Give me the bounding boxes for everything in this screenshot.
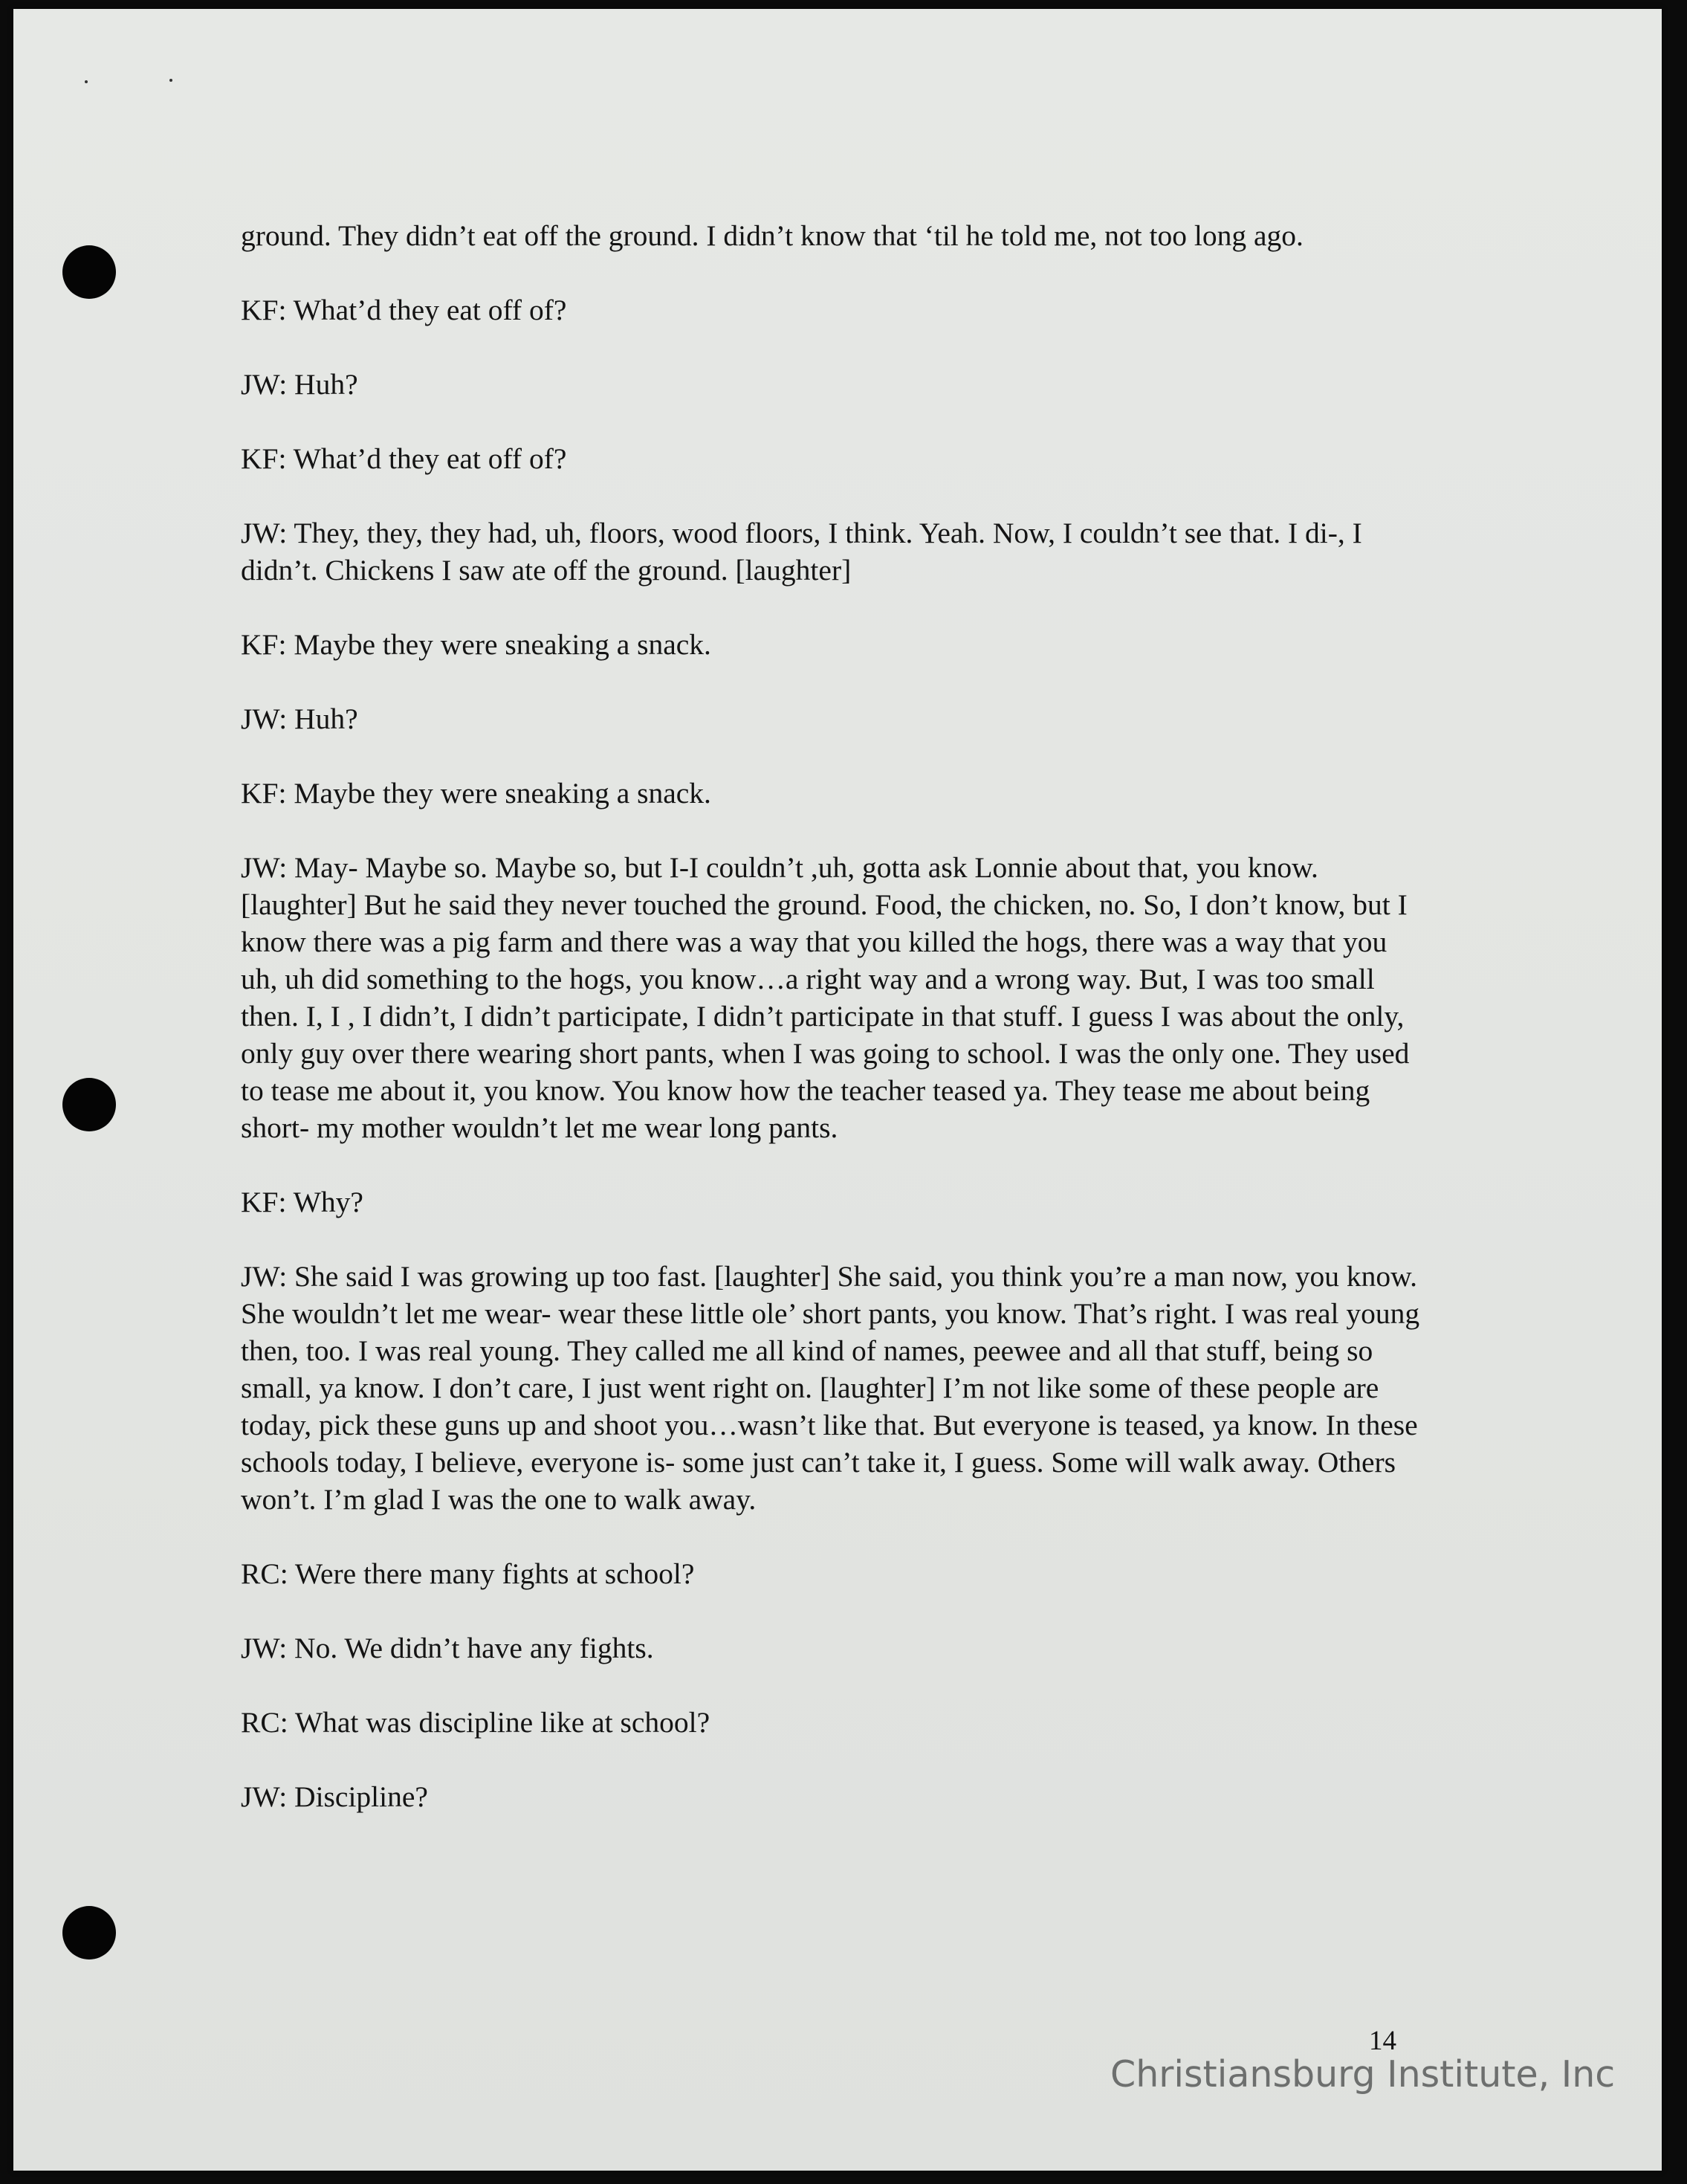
- binder-hole-middle: [62, 1078, 116, 1131]
- transcript-paragraph: KF: What’d they eat off of?: [241, 442, 567, 475]
- paper-speck: [169, 79, 172, 82]
- transcript-paragraph: JW: Discipline?: [241, 1780, 428, 1813]
- transcript-paragraph: ground. They didn’t eat off the ground. I didn’t know that ‘til he told me, not too long ago.: [241, 219, 1304, 252]
- transcript-paragraph: JW: No. We didn’t have any fights.: [241, 1632, 654, 1664]
- transcript-paragraph: JW: She said I was growing up too fast. [laughter] She said, you think you’re a man now, you know. She wouldn’t let me wear- wear these little ole’ short pants, you know. That’s right. I was real young then, too. I was real young. They called me all kind of names, peewee and all that stuff, being so small, ya know. I don’t care, I just went right on. [laughter] I’m not like some of these people are today, pick these guns up and shoot you…wasn’t like that. But everyone is teased, ya know. In these schools today, I believe, everyone is- some just can’t take it, I guess. Some will walk away. Others won’t. I’m glad I was the one to walk away.: [241, 1260, 1420, 1516]
- transcript-paragraph: KF: Maybe they were sneaking a snack.: [241, 628, 711, 661]
- binder-hole-top: [62, 245, 116, 299]
- transcript-paragraph: JW: They, they, they had, uh, floors, wood floors, I think. Yeah. Now, I couldn’t see that. I di-, I didn’t. Chickens I saw ate off the ground. [laughter]: [241, 517, 1362, 587]
- transcript-paragraph: JW: May- Maybe so. Maybe so, but I-I couldn’t ,uh, gotta ask Lonnie about that, you know. [laughter] But he said they never touched the ground. Food, the chicken, no. So, I don’t know, but I know there was a pig farm and there was a way that you killed the hogs, there was a way that you uh, uh did something to the hogs, you know…a right way and a wrong way. But, I was too small then. I, I , I didn’t, I didn’t participate, I didn’t participate in that stuff. I guess I was about the only, only guy over there wearing short pants, when I was going to school. I was the only one. They used to tease me about it, you know. You know how the teacher teased ya. They tease me about being short- my mother wouldn’t let me wear long pants.: [241, 851, 1410, 1144]
- transcript-paragraph: KF: Maybe they were sneaking a snack.: [241, 777, 711, 810]
- transcript-paragraph: RC: What was discipline like at school?: [241, 1706, 710, 1739]
- binder-hole-bottom: [62, 1906, 116, 1960]
- transcript-paragraph: KF: What’d they eat off of?: [241, 294, 567, 326]
- page-number: 14: [1369, 2026, 1396, 2056]
- paper-speck: [85, 80, 88, 83]
- transcript-paragraph: RC: Were there many fights at school?: [241, 1557, 695, 1590]
- transcript-paragraph: JW: Huh?: [241, 368, 358, 401]
- transcript-paragraph: KF: Why?: [241, 1186, 363, 1218]
- watermark: Christiansburg Institute, Inc: [1110, 2053, 1616, 2096]
- transcript-body: [241, 217, 1430, 1852]
- transcript-paragraph: JW: Huh?: [241, 702, 358, 735]
